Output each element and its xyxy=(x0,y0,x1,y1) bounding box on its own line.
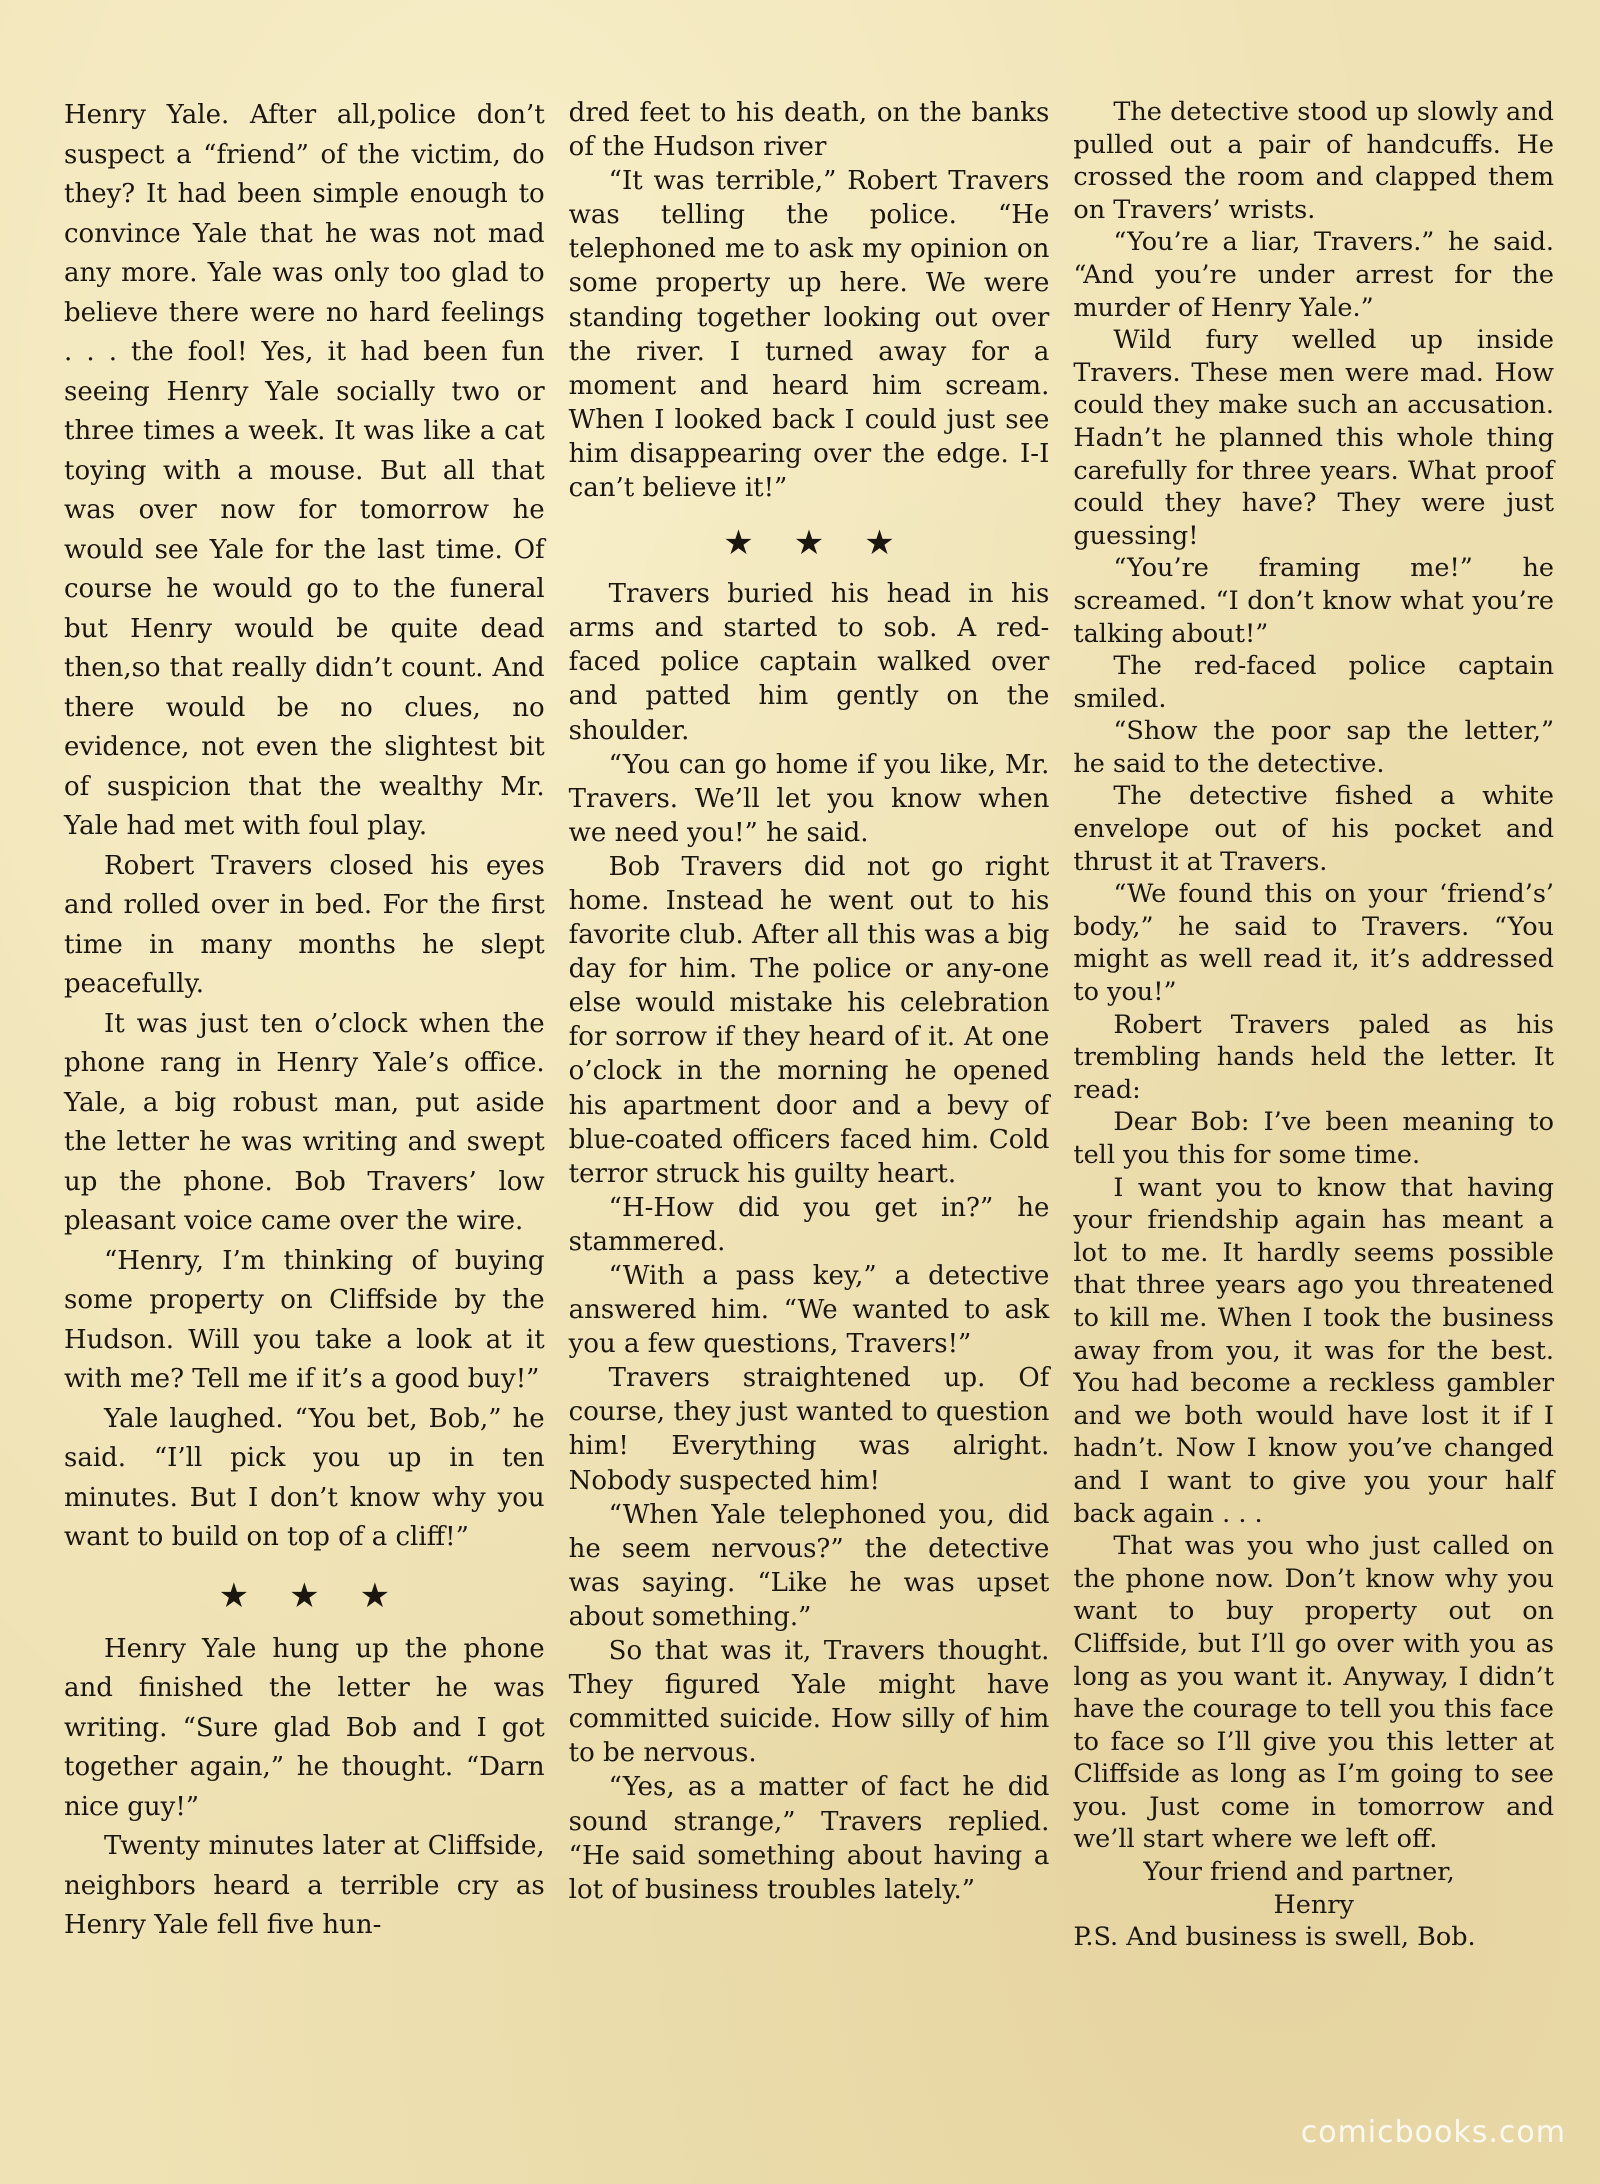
story-paragraph: Travers buried his head in his arms and started to sob. A red-faced police captain walked over and patted him gently on the shoulder. xyxy=(568,579,1050,746)
story-paragraph: So that was it, Travers thought. They figured Yale might have committed suicide. How silly of him to be nervous. xyxy=(568,1636,1050,1769)
story-paragraph: “H-How did you get in?” he stammered. xyxy=(568,1192,1050,1257)
story-paragraph: Twenty minutes later at Cliffside, neighbors heard a terrible cry as Henry Yale fell five hun- xyxy=(64,1831,545,1940)
story-paragraph: “You can go home if you like, Mr. Travers. We’ll let you know when we need you!” he said. xyxy=(568,749,1050,848)
story-paragraph: Robert Travers paled as his trembling hands held the letter. It read: xyxy=(1073,1009,1555,1105)
story-paragraph: Henry Yale hung up the phone and finished the letter he was writing. “Sure glad Bob and I got together again,” he thought. “Darn nice guy!” xyxy=(64,1633,545,1822)
story-paragraph: “Henry, I’m thinking of buying some property on Cliffside by the Hudson. Will you take a look at it with me? Tell me if it’s a good buy!” xyxy=(64,1245,545,1394)
story-paragraph: The detective stood up slowly and pulled out a pair of handcuffs. He crossed the room and clapped them on Travers’ wrists. xyxy=(1073,97,1555,225)
story-paragraph: Bob Travers did not go right home. Instead he went out to his favorite club. After all this was a big day for him. The police or any-one else would mistake his celebration for sorrow if they heard of it. At one o’clock in the morning he opened his apartment door and a bevy of blue-coated officers faced him. Cold terror struck his guilty heart. xyxy=(568,851,1050,1189)
story-paragraph: Wild fury welled up inside Travers. These men were mad. How could they make such an accusation. Hadn’t he planned this whole thing carefully for three years. What proof could they have? They were just guessing! xyxy=(1073,325,1555,551)
story-paragraph: dred feet to his death, on the banks of the Hudson river xyxy=(568,98,1050,163)
site-watermark: comicbooks.com xyxy=(1300,2115,1566,2150)
story-paragraph: “When Yale telephoned you, did he seem nervous?” the detective was saying. “Like he was upset about something.” xyxy=(568,1499,1050,1632)
story-paragraph: That was you who just called on the phone now. Don’t know why you want to buy property out on Cliffside, but I’ll go over with you as long as you want it. Anyway, I didn’t have the courage to tell you this face to face so I’ll give you this letter at Cliffside as long as I’m going to see you. Just come in tomorrow and we’ll start where we left off. xyxy=(1073,1531,1555,1855)
story-paragraph: Yale laughed. “You bet, Bob,” he said. “I’ll pick you up in ten minutes. But I don’t know why you want to build on top of a cliff!” xyxy=(64,1403,545,1552)
section-break-stars: ★★★ xyxy=(218,1575,431,1616)
story-paragraph: Robert Travers closed his eyes and rolled over in bed. For the first time in many months he slept peacefully. xyxy=(64,850,545,999)
story-paragraph: “Yes, as a matter of fact he did sound strange,” Travers replied. “He said something about having a lot of business troubles lately.” xyxy=(568,1772,1050,1905)
story-paragraph: “Show the poor sap the letter,” he said to the detective. xyxy=(1073,716,1555,779)
story-paragraph: P.S. And business is swell, Bob. xyxy=(1073,1922,1476,1953)
story-paragraph: “With a pass key,” a detective answered him. “We wanted to ask you a few questions, Travers!” xyxy=(568,1261,1050,1360)
story-paragraph: Dear Bob: I’ve been meaning to tell you this for some time. xyxy=(1073,1107,1555,1170)
text-column-3 xyxy=(1073,96,1554,2096)
text-column-2 xyxy=(569,96,1050,2096)
story-paragraph: “You’re framing me!” he screamed. “I don’t know what you’re talking about!” xyxy=(1073,553,1555,649)
story-paragraph: Your friend and partner, xyxy=(1143,1857,1455,1888)
story-paragraph: The detective fished a white envelope out of his pocket and thrust it at Travers. xyxy=(1073,781,1555,877)
story-paragraph: “You’re a liar, Travers.” he said. “And you’re under arrest for the murder of Henry Yale.” xyxy=(1073,227,1555,323)
story-paragraph: Henry xyxy=(1273,1889,1354,1920)
story-paragraph: “We found this on your ‘friend’s’ body,” he said to Travers. “You might as well read it, it’s addressed to you!” xyxy=(1073,879,1555,1008)
story-page xyxy=(64,96,1554,2096)
story-paragraph: The red-faced police captain smiled. xyxy=(1073,651,1555,714)
section-break-stars: ★★★ xyxy=(723,523,935,564)
story-paragraph: “It was terrible,” Robert Travers was telling the police. “He telephoned me to ask my opinion on some property up here. We were standing together looking out over the river. I turned away for a moment and heard him scream. When I looked back I could just see him disappearing over the edge. I-I can’t believe it!” xyxy=(568,166,1050,504)
story-paragraph: It was just ten o’clock when the phone rang in Henry Yale’s office. Yale, a big robust man, put aside the letter he was writing and swept up the phone. Bob Travers’ low pleasant voice came over the wire. xyxy=(64,1008,545,1236)
story-paragraph: I want you to know that having your friendship again has meant a lot to me. It hardly seems possible that three years ago you threatened to kill me. When I took the business away from you, it was for the best. You had become a reckless gambler and we both would have lost it if I hadn’t. Now I know you’ve changed and I want to give you your half back again . . . xyxy=(1073,1172,1555,1529)
text-column-1 xyxy=(64,96,545,2096)
story-paragraph: Travers straightened up. Of course, they just wanted to question him! Everything was alright. Nobody suspected him! xyxy=(568,1363,1050,1496)
story-paragraph: Henry Yale. After all,police don’t suspect a “friend” of the victim, do they? It had been simple enough to convince Yale that he was not mad any more. Yale was only too glad to believe there were no hard feelings . . . the fool! Yes, it had been fun seeing Henry Yale socially two or three times a week. It was like a cat toying with a mouse. But all that was over now for tomorrow he would see Yale for the last time. Of course he would go to the funeral but Henry would be quite dead then,so that really didn’t count. And there would be no clues, no evidence, not even the slightest bit of suspicion that the wealthy Mr. Yale had met with foul play. xyxy=(64,100,545,841)
